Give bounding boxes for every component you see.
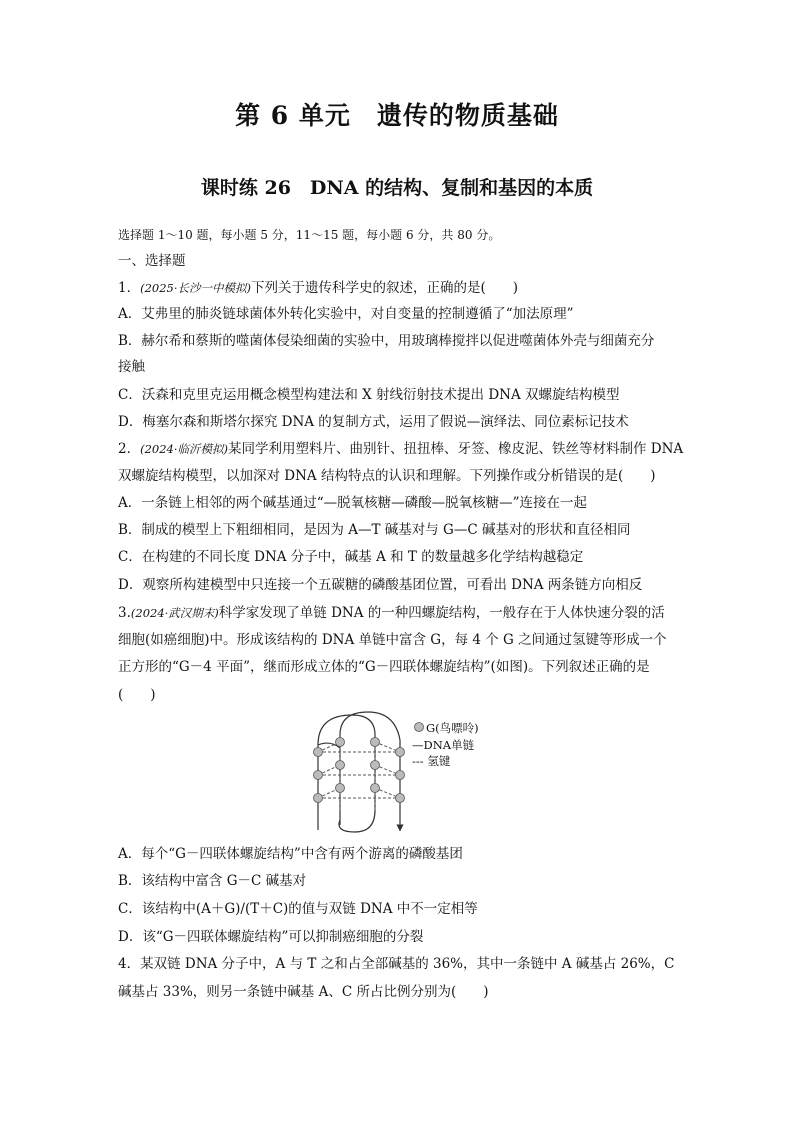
question-source: (2025·长沙一中模拟) (140, 281, 251, 295)
question-text: 某双链 DNA 分子中，A 与 T 之和占全部碱基的 36%，其中一条链中 A 碱基占 26%，C (140, 956, 675, 972)
lesson-title: 课时练 26 DNA 的结构、复制和基因的本质 (200, 177, 594, 199)
question-source: (2024·武汉期末) (130, 606, 219, 620)
question-1-option-d: D．梅塞尔森和斯塔尔探究 DNA 的复制方式，运用了假说—演绎法、同位素标记技术 (118, 414, 629, 430)
question-2-option-b: B．制成的模型上下粗细相同，是因为 A—T 碱基对与 G—C 碱基对的形状和直径相同 (118, 522, 631, 538)
guanine-nodes (314, 738, 405, 803)
question-4-stem-cont: 碱基占 33%，则另一条链中碱基 A、C 所占比例分别为( ) (118, 984, 489, 1000)
question-1-stem (118, 279, 518, 297)
question-1-option-a: A．艾弗里的肺炎链球菌体外转化实验中，对自变量的控制遵循了“加法原理” (118, 306, 574, 322)
dna-strand-loop-left (318, 715, 375, 830)
g-quadruplex-diagram (300, 710, 520, 835)
legend-guanine: G(鸟嘌呤) (426, 721, 479, 735)
question-1-option-b-cont: 接触 (118, 359, 145, 375)
question-text: 科学家发现了单链 DNA 的一种四螺旋结构，一般存在于人体快速分裂的活 (218, 605, 665, 621)
question-3-stem-cont-2: 正方形的“G－4 平面”，继而形成立体的“G－四联体螺旋结构”(如图)。下列叙述正确的是 (118, 659, 650, 675)
question-3-stem-cont-1: 细胞(如癌细胞)中。形成该结构的 DNA 单链中富含 G，每 4 个 G 之间通过氢键等形成一个 (118, 632, 667, 648)
question-text: 某同学利用塑料片、曲别针、扭扭棒、牙签、橡皮泥、铁丝等材料制作 DNA (228, 441, 684, 457)
legend-hydrogen-bond: --- 氢键 (412, 754, 451, 768)
question-4-stem (118, 955, 674, 973)
g-quadruplex-figure (300, 710, 520, 835)
question-number: 4． (118, 956, 141, 972)
question-number: 1． (118, 280, 141, 296)
dna-strand-loop-bottom (339, 810, 375, 832)
question-2-stem (118, 440, 683, 458)
question-3-option-c: C．该结构中(A＋G)/(T＋C)的值与双链 DNA 中不一定相等 (118, 901, 478, 917)
question-1-option-c: C．沃森和克里克运用概念模型构建法和 X 射线衍射技术提出 DNA 双螺旋结构模型 (118, 387, 620, 403)
dna-strand-loop-right (340, 712, 400, 828)
question-2-option-a: A．一条链上相邻的两个碱基通过“—脱氧核糖—磷酸—脱氧核糖—”连接在一起 (118, 495, 588, 511)
question-3-stem (118, 604, 665, 622)
question-3-option-a: A．每个“G－四联体螺旋结构”中含有两个游离的磷酸基团 (118, 846, 463, 862)
exam-instructions: 选择题 1～10 题，每小题 5 分，11～15 题，每小题 6 分，共 80 分。 (118, 228, 501, 242)
question-number: 3. (118, 605, 131, 621)
question-3-option-d: D．该“G－四联体螺旋结构”可以抑制癌细胞的分裂 (118, 929, 424, 945)
legend-guanine-marker (415, 723, 424, 732)
question-2-option-c: C．在构建的不同长度 DNA 分子中，碱基 A 和 T 的数量越多化学结构越稳定 (118, 549, 584, 565)
unit-title: 第 6 单元 遗传的物质基础 (235, 101, 559, 130)
question-text: 下列关于遗传科学史的叙述，正确的是( ) (251, 280, 519, 296)
question-3-option-b: B．该结构中富含 G－C 碱基对 (118, 873, 307, 889)
question-number: 2． (118, 441, 141, 457)
question-2-stem-cont: 双螺旋结构模型，以加深对 DNA 结构特点的认识和理解。下列操作或分析错误的是( ) (118, 468, 656, 484)
question-1-option-b: B．赫尔希和蔡斯的噬菌体侵染细菌的实验中，用玻璃棒搅拌以促进噬菌体外壳与细菌充分 (118, 333, 655, 349)
question-2-option-d: D．观察所构建模型中只连接一个五碳糖的磷酸基团位置，可看出 DNA 两条链方向相反 (118, 577, 643, 593)
hydrogen-bond-lines (318, 742, 400, 810)
question-source: (2024·临沂模拟) (140, 442, 228, 456)
section-heading: 一、选择题 (118, 253, 186, 269)
legend-dna-strand: —DNA单链 (412, 738, 475, 752)
question-3-stem-cont-3: ( ) (118, 687, 156, 703)
